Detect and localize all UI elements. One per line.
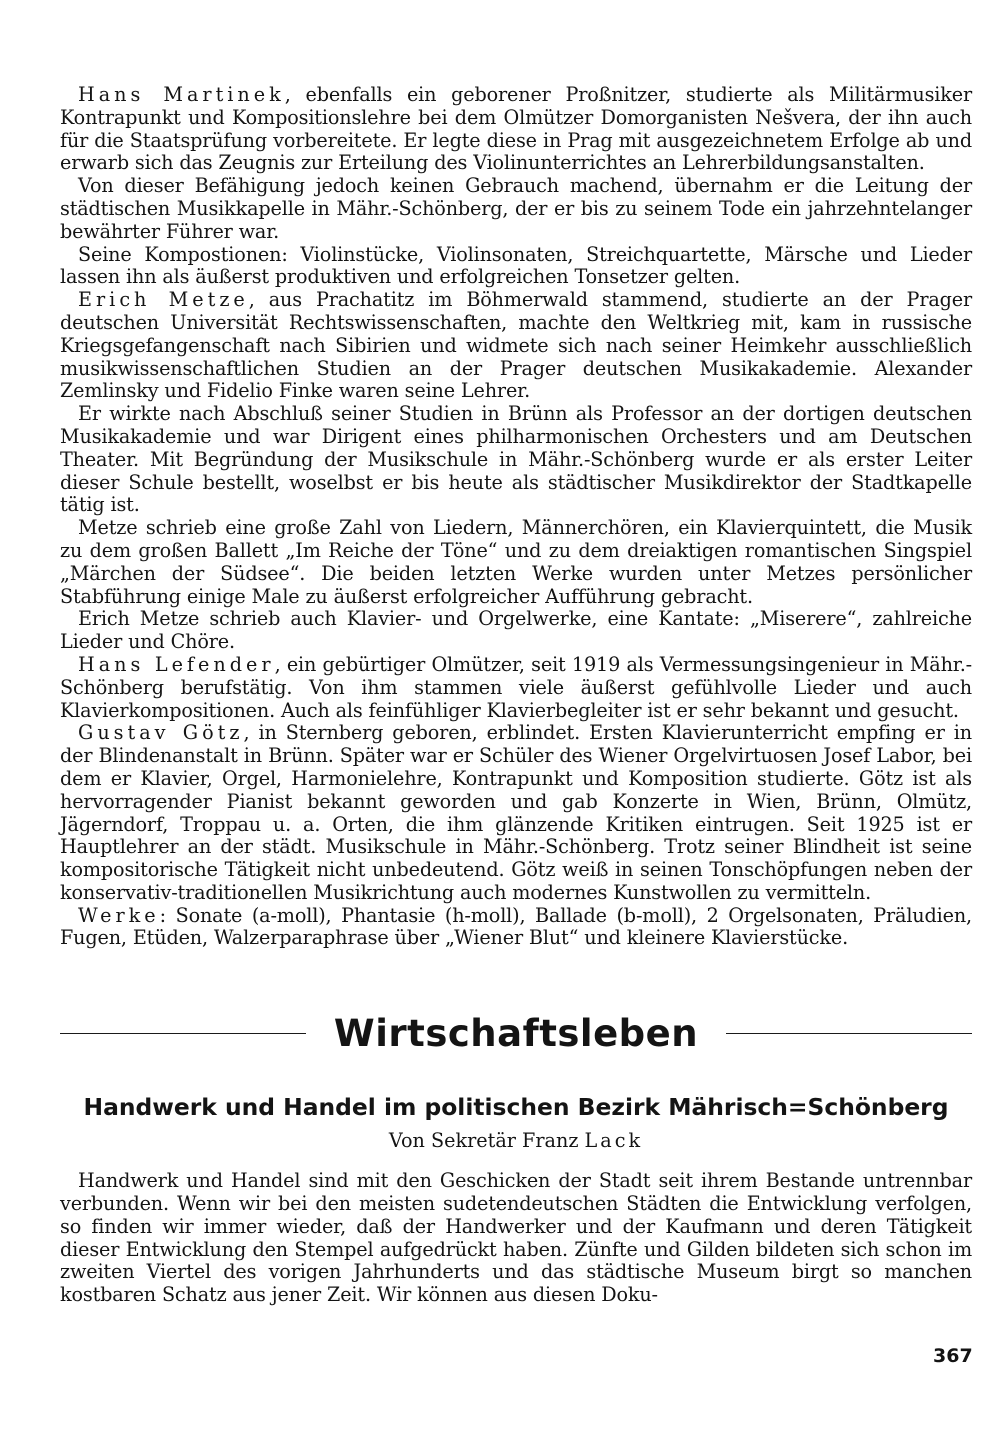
article-intro: [60, 1170, 972, 1307]
person-name: Hans Lefender: [78, 652, 275, 676]
paragraph-text: : Sonate (a-moll), Phantasie (h-moll), Ballade (b-moll), 2 Orgelsonaten, Präludien, Fugen, Etüden, Walzerparaphrase über „Wiener Blut“ und kleinere Klavierstücke.: [60, 903, 972, 950]
paragraph-martinek-leitung: [60, 175, 972, 243]
paragraph-goetz: [60, 722, 972, 904]
paragraph-metze-werke: [60, 517, 972, 608]
paragraph-metze: [60, 289, 972, 403]
page-number: 367: [933, 1345, 973, 1367]
paragraph-text: Metze schrieb eine große Zahl von Liedern, Männerchören, ein Klavierquintett, die Musik zu dem großen Ballett „Im Reiche der Töne“ und zu dem dreiaktigen romantischen Singspiel „Märchen der Südsee“. Die beiden letzten Werke wurden unter Metzes persönlicher Stabführung einige Male zu äußerst erfolgreicher Aufführung gebracht.: [60, 516, 972, 608]
paragraph-text: Handwerk und Handel sind mit den Geschicken der Stadt seit ihrem Bestande untrennbar verbunden. Wenn wir bei den meisten sudetendeutschen Städten die Entwicklung verfolgen, so finden wir immer wieder, daß der Handwerker und der Kaufmann und deren Tätigkeit dieser Entwicklung den Stempel aufgedrückt haben. Zünfte und Gilden bildeten sich schon im zweiten Viertel des vorigen Jahrhunderts und das städtische Museum birgt so manchen kostbaren Schatz aus jener Zeit. Wir können aus diesen Doku-: [60, 1169, 972, 1307]
section-title: Wirtschaftsleben: [333, 1012, 699, 1056]
paragraph-metze-orgel: [60, 608, 972, 654]
byline-author: Lack: [584, 1129, 644, 1153]
paragraph-text: Erich Metze schrieb auch Klavier- und Orgelwerke, eine Kantate: „Miserere“, zahlreiche Lieder und Chöre.: [60, 607, 972, 654]
paragraph-lefender: [60, 654, 972, 722]
paragraph-text: , ein gebürtiger Olmützer, seit 1919 als Vermessungsingenieur in Mähr.-Schönberg berufstätig. Von ihm stammen viele äußerst gefühlvolle Lieder und auch Klavierkompositionen. Auch als feinfühliger Klavierbegleiter ist er sehr bekannt und gesucht.: [60, 652, 972, 722]
paragraph-text: , in Sternberg geboren, erblindet. Ersten Klavierunterricht empfing er in der Blindenanstalt in Brünn. Später war er Schüler des Wiener Orgelvirtuosen Josef Labor, bei dem er Klavier, Orgel, Harmonielehre, Kontrapunkt und Komposition studierte. Götz ist als hervorragender Pianist bekannt geworden und gab Konzerte in Wien, Brünn, Olmütz, Jägerndorf, Troppau u. a. Orten, die ihm glänzende Kritiken eintrugen. Seit 1925 ist er Hauptlehrer an der städt. Musikschule in Mähr.-Schönberg. Trotz seiner Blindheit ist seine kompositorische Tätigkeit nicht unbedeutend. Götz weiß in seinen Tonschöpfungen neben der konservativ-traditionellen Musikrichtung auch modernes Kunstwollen zu vermitteln.: [60, 721, 972, 904]
person-name: Gustav Götz: [78, 721, 244, 745]
paragraph-text: Seine Kompostionen: Violinstücke, Violinsonaten, Streichquartette, Märsche und Lieder lassen ihn als äußerst produktiven und erfolgreichen Tonsetzer gelten.: [60, 242, 972, 289]
paragraph-martinek: [60, 84, 972, 175]
paragraph-goetz-werke: [60, 905, 972, 951]
section-rule-right: [726, 1033, 972, 1034]
article-title: Handwerk und Handel im politischen Bezirk Mährisch=Schönberg: [83, 1093, 949, 1122]
person-name: Hans Martinek: [78, 83, 285, 106]
person-name: Erich Metze: [78, 288, 249, 312]
paragraph-text: , aus Prachatitz im Böhmerwald stammend, studierte an der Prager deutschen Universität Rechtswissenschaften, machte den Weltkrieg mit, kam in russische Kriegsgefangenschaft nach Sibirien und widmete sich nach seiner Heimkehr ausschließlich musikwissenschaftlichen Studien an der Prager deutschen Musikakademie. Alexander Zemlinsky und Fidelio Finke waren seine Lehrer.: [60, 288, 972, 403]
paragraph-text: , ebenfalls ein geborener Proßnitzer, studierte als Militärmusiker Kontrapunkt und Kompositionslehre bei dem Olmützer Domorganisten Nešvera, der ihn auch für die Staatsprüfung vorbereitete. Er legte diese in Prag mit ausgezeichnetem Erfolge ab und erwarb sich das Zeugnis zur Erteilung des Violinunterrichtes an Lehrerbildungsanstalten.: [60, 83, 972, 175]
section-rule-left: [60, 1033, 306, 1034]
works-label: Werke: [78, 903, 160, 927]
paragraph-text: Er wirkte nach Abschluß seiner Studien in Brünn als Professor an der dortigen deutschen Musikakademie und war Dirigent eines philharmonischen Orchesters und am Deutschen Theater. Mit Begründung der Musikschule in Mähr.-Schönberg wurde er als erster Leiter dieser Schule bestellt, woselbst er bis heute als städtischer Musikdirektor der Stadtkapelle tätig ist.: [60, 402, 972, 517]
paragraph-metze-brno: [60, 403, 972, 517]
page-content: [60, 84, 972, 1307]
section-header: [60, 1012, 972, 1055]
paragraph-martinek-kompositionen: [60, 244, 972, 290]
byline: [60, 1129, 972, 1152]
byline-prefix: Von Sekretär Franz: [388, 1129, 585, 1153]
paragraph-text: Von dieser Befähigung jedoch keinen Gebrauch machend, übernahm er die Leitung der städtischen Musikkapelle in Mähr.-Schönberg, der er bis zu seinem Tode ein jahrzehntelanger bewährter Führer war.: [60, 174, 972, 243]
